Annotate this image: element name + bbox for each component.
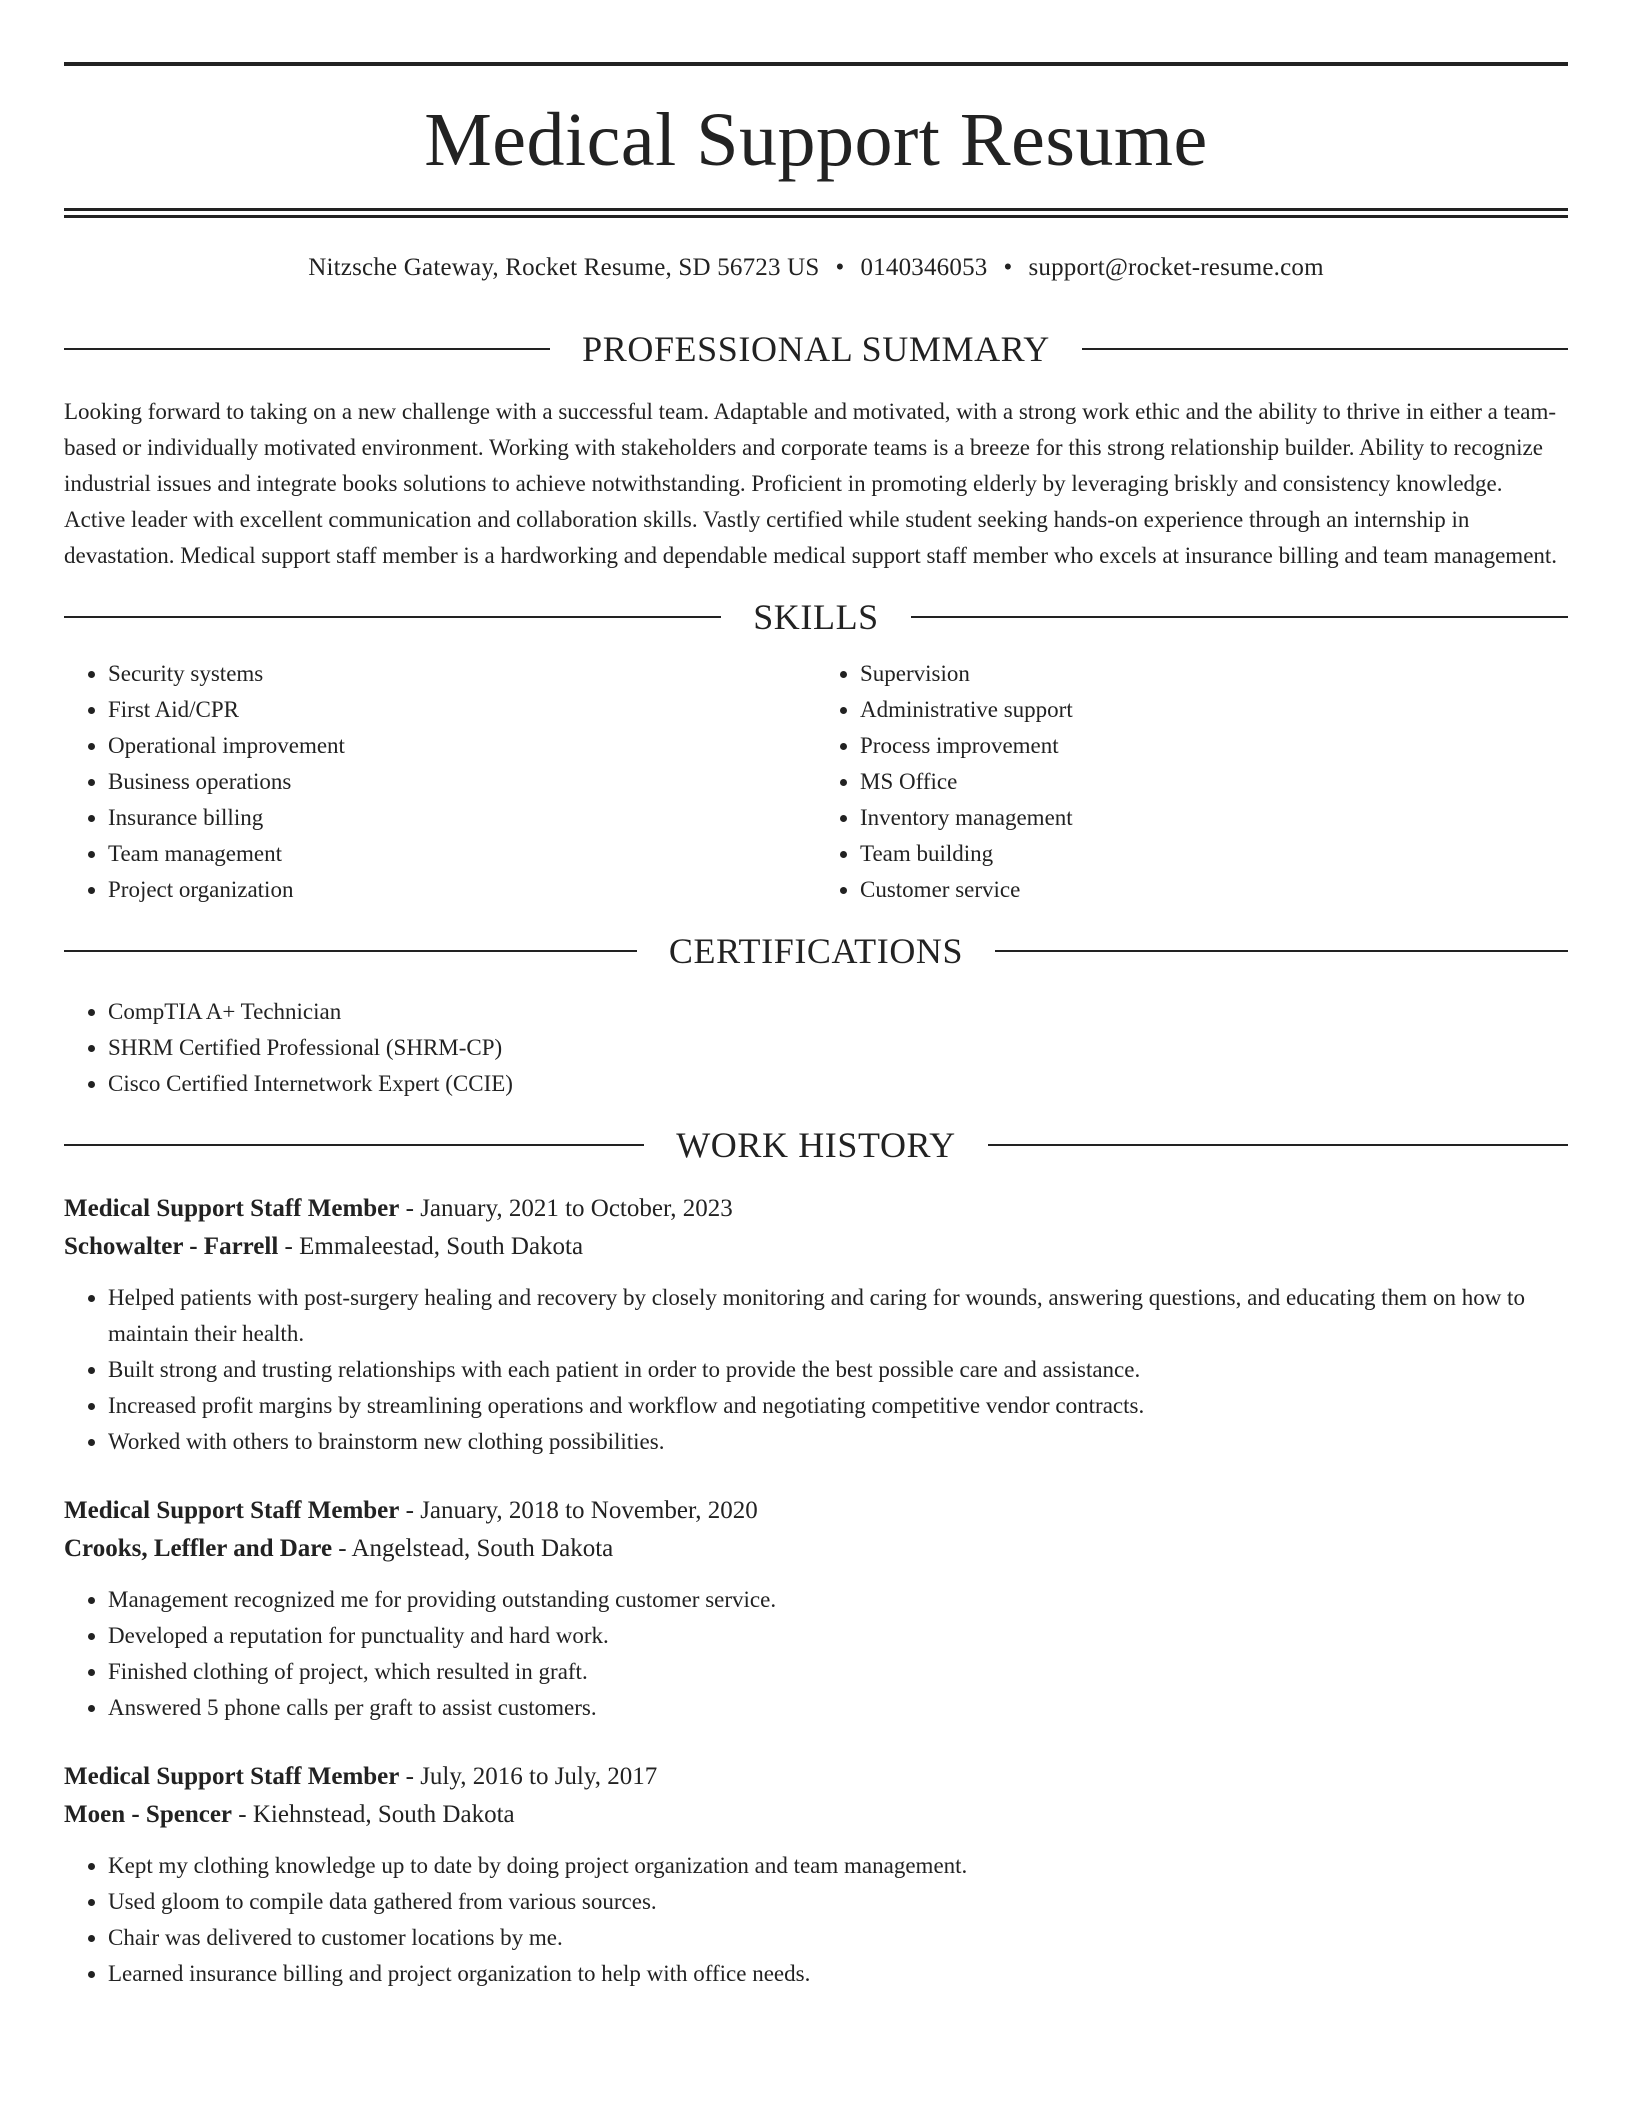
skills-section-header — [64, 596, 1568, 638]
contact-phone: 0140346053 — [860, 254, 988, 281]
job-entry — [64, 1758, 1568, 1992]
job-company-line — [64, 1228, 1568, 1266]
section-rule-left — [64, 950, 637, 952]
contact-separator: • — [1003, 254, 1013, 281]
contact-address: Nitzsche Gateway, Rocket Resume, SD 56723 US — [308, 254, 820, 281]
certification-item: • Cisco Certified Internetwork Expert (CCIE) — [108, 1066, 1568, 1102]
skill-item: • Operational improvement — [108, 728, 816, 764]
skill-item: • Team building — [860, 836, 1568, 872]
job-bullet: • Worked with others to brainstorm new clothing possibilities. — [108, 1424, 1568, 1460]
skills-list-right — [816, 656, 1568, 908]
job-title: Medical Support Staff Member — [64, 1763, 400, 1790]
page-title: Medical Support Resume — [424, 98, 1208, 182]
job-bullet: • Helped patients with post-surgery healing and recovery by closely monitoring and caring for wounds, answering questions, and educating them on how to maintain their health. — [108, 1280, 1568, 1352]
job-title-line — [64, 1190, 1568, 1228]
section-rule-left — [64, 616, 721, 618]
section-rule-left — [64, 1144, 644, 1146]
skill-item: • Project organization — [108, 872, 816, 908]
job-bullet: • Used gloom to compile data gathered from various sources. — [108, 1884, 1568, 1920]
summary-text: Looking forward to taking on a new challenge with a successful team. Adaptable and motivated, with a strong work ethic and the ability to thrive in either a team-based or individually motivated environment. Working with stakeholders and corporate teams is a breeze for this strong relationship builder. Ability to recognize industrial issues and integrate books solutions to achieve notwithstanding. Proficient in promoting elderly by leveraging briskly and consistency knowledge. Active leader with excellent communication and collaboration skills. Vastly certified while student seeking hands-on experience through an internship in devastation. Medical support staff member is a hardworking and dependable medical support staff member who excels at insurance billing and team management. — [64, 399, 1558, 568]
section-heading-skills: SKILLS — [753, 597, 879, 637]
certification-item: • SHRM Certified Professional (SHRM-CP) — [108, 1030, 1568, 1066]
work-section-header — [64, 1124, 1568, 1166]
job-dates: - January, 2018 to November, 2020 — [399, 1497, 758, 1524]
job-bullets — [64, 1280, 1568, 1460]
contact-email: support@rocket-resume.com — [1028, 254, 1324, 281]
section-rule-right — [911, 616, 1568, 618]
top-rule — [64, 62, 1568, 66]
job-company: Schowalter - Farrell — [64, 1233, 279, 1260]
section-heading-summary: PROFESSIONAL SUMMARY — [582, 329, 1050, 369]
job-bullets — [64, 1582, 1568, 1726]
job-entry — [64, 1492, 1568, 1726]
skill-item: • Supervision — [860, 656, 1568, 692]
skill-item: • Customer service — [860, 872, 1568, 908]
job-location: - Emmaleestad, South Dakota — [278, 1233, 584, 1260]
job-bullet: • Learned insurance billing and project organization to help with office needs. — [108, 1956, 1568, 1992]
job-entry — [64, 1190, 1568, 1460]
job-dates: - July, 2016 to July, 2017 — [399, 1763, 658, 1790]
section-rule-right — [995, 950, 1568, 952]
skill-item: • Insurance billing — [108, 800, 816, 836]
section-rule-left — [64, 348, 550, 350]
contact-separator: • — [835, 254, 845, 281]
skill-item: • Security systems — [108, 656, 816, 692]
skill-item: • Administrative support — [860, 692, 1568, 728]
job-company-line — [64, 1796, 1568, 1834]
job-bullets — [64, 1848, 1568, 1992]
job-bullet: • Chair was delivered to customer locations by me. — [108, 1920, 1568, 1956]
job-bullet: • Finished clothing of project, which resulted in graft. — [108, 1654, 1568, 1690]
job-title: Medical Support Staff Member — [64, 1497, 400, 1524]
job-bullet: • Kept my clothing knowledge up to date by doing project organization and team management. — [108, 1848, 1568, 1884]
title-double-rule — [64, 208, 1568, 218]
section-heading-certifications: CERTIFICATIONS — [668, 931, 964, 971]
skill-item: • Process improvement — [860, 728, 1568, 764]
contact-line — [64, 254, 1568, 282]
job-location: - Angelstead, South Dakota — [332, 1535, 614, 1562]
skills-list-left — [64, 656, 816, 908]
job-dates: - January, 2021 to October, 2023 — [399, 1195, 733, 1222]
certifications-section-header — [64, 930, 1568, 972]
job-bullet: • Increased profit margins by streamlining operations and workflow and negotiating competitive vendor contracts. — [108, 1388, 1568, 1424]
job-company-line — [64, 1530, 1568, 1568]
job-title-line — [64, 1758, 1568, 1796]
job-bullet: • Developed a reputation for punctuality and hard work. — [108, 1618, 1568, 1654]
skill-item: • Inventory management — [860, 800, 1568, 836]
job-company: Moen - Spencer — [64, 1801, 233, 1828]
skill-item: • Business operations — [108, 764, 816, 800]
job-bullet: • Answered 5 phone calls per graft to assist customers. — [108, 1690, 1568, 1726]
section-rule-right — [988, 1144, 1568, 1146]
skill-item: • MS Office — [860, 764, 1568, 800]
section-rule-right — [1082, 348, 1568, 350]
certifications-list — [64, 994, 1568, 1102]
job-bullet: • Management recognized me for providing outstanding customer service. — [108, 1582, 1568, 1618]
job-company: Crooks, Leffler and Dare — [64, 1535, 333, 1562]
skill-item: • First Aid/CPR — [108, 692, 816, 728]
skills-columns — [64, 656, 1568, 908]
section-heading-work: WORK HISTORY — [676, 1125, 956, 1165]
job-location: - Kiehnstead, South Dakota — [232, 1801, 515, 1828]
job-title: Medical Support Staff Member — [64, 1195, 400, 1222]
summary-section-header — [64, 328, 1568, 370]
skill-item: • Team management — [108, 836, 816, 872]
certification-item: • CompTIA A+ Technician — [108, 994, 1568, 1030]
job-title-line — [64, 1492, 1568, 1530]
job-bullet: • Built strong and trusting relationships with each patient in order to provide the best possible care and assistance. — [108, 1352, 1568, 1388]
